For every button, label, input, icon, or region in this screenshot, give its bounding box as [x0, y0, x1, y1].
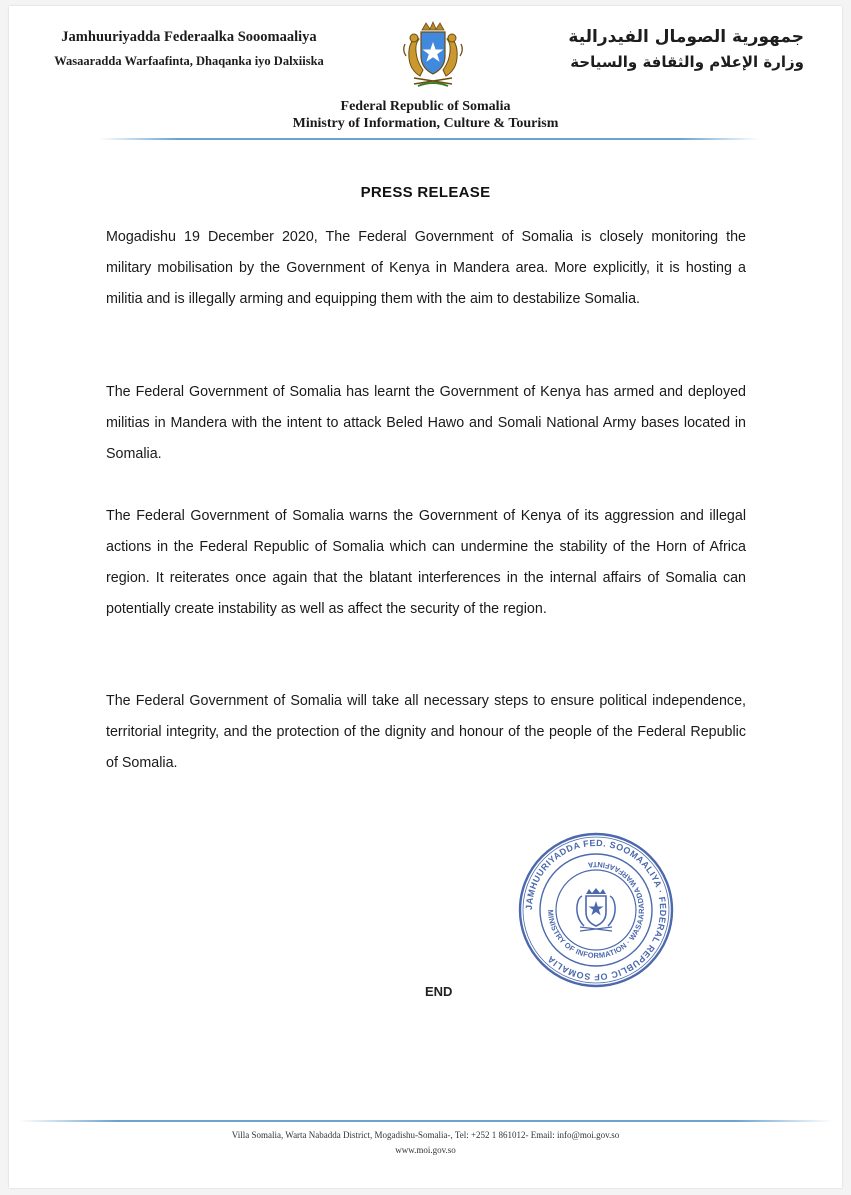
paragraph-4: The Federal Government of Somalia will take all necessary steps to ensure political independence, territorial integrity, and the protection of the dignity and honour of the people of the Federal Republic of Somalia. — [106, 693, 746, 771]
footer-address: Villa Somalia, Warta Nabadda District, Mogadishu-Somalia-, Tel: +252 1 861012- Email: info@moi.gov.so — [231, 1130, 620, 1140]
header-somali-line2: Wasaaradda Warfaafinta, Dhaqanka iyo Dalxiiska — [54, 54, 324, 68]
header-arabic-line2: وزارة الإعلام والثقافة والسياحة — [570, 53, 804, 71]
header-somali-line1: Jamhuuriyadda Federaalka Sooomaaliya — [61, 29, 317, 45]
stamp-inner-text: MINISTRY OF INFORMATION · WASAARADDA WARFAAFINTA — [545, 859, 647, 961]
header-arabic — [474, 24, 804, 74]
header-somali — [19, 26, 359, 71]
header-english — [9, 98, 842, 132]
header-divider — [99, 138, 759, 140]
ministry-stamp-icon — [516, 830, 676, 990]
header-english-line1: Federal Republic of Somalia — [340, 99, 511, 114]
somalia-coat-of-arms-icon — [394, 20, 472, 90]
paragraph-2: The Federal Government of Somalia has learnt the Government of Kenya has armed and deployed militias in Mandera with the intent to attack Beled Hawo and Somali National Army bases located in Somalia. — [106, 384, 746, 462]
footer-website: www.moi.gov.so — [395, 1145, 456, 1155]
header-english-line2: Ministry of Information, Culture & Tourism — [292, 116, 559, 131]
paragraph-3: The Federal Government of Somalia warns the Government of Kenya of its aggression and illegal actions in the Federal Republic of Somalia which can undermine the stability of the Horn of Africa region. It reiterates once again that the blatant interferences in the internal affairs of Somalia can potentially create instability as well as affect the security of the region. — [106, 508, 746, 617]
footer-divider — [19, 1120, 832, 1122]
stamp-outer-text: JAMHUURIYADDA FED. SOOMAALIYA · FEDERAL REPUBLIC OF SOMALIA — [523, 837, 669, 983]
header-arabic-line1: جمهورية الصومال الفيدرالية — [568, 27, 804, 47]
document-page — [9, 6, 842, 1188]
paragraph-1: Mogadishu 19 December 2020, The Federal Government of Somalia is closely monitoring the military mobilisation by the Government of Kenya in Mandera area. More explicitly, it is hosting a militia and is illegally arming and equipping them with the aim to destabilize Somalia. — [106, 229, 746, 307]
end-marker: END — [425, 984, 453, 999]
document-title: PRESS RELEASE — [360, 184, 491, 201]
